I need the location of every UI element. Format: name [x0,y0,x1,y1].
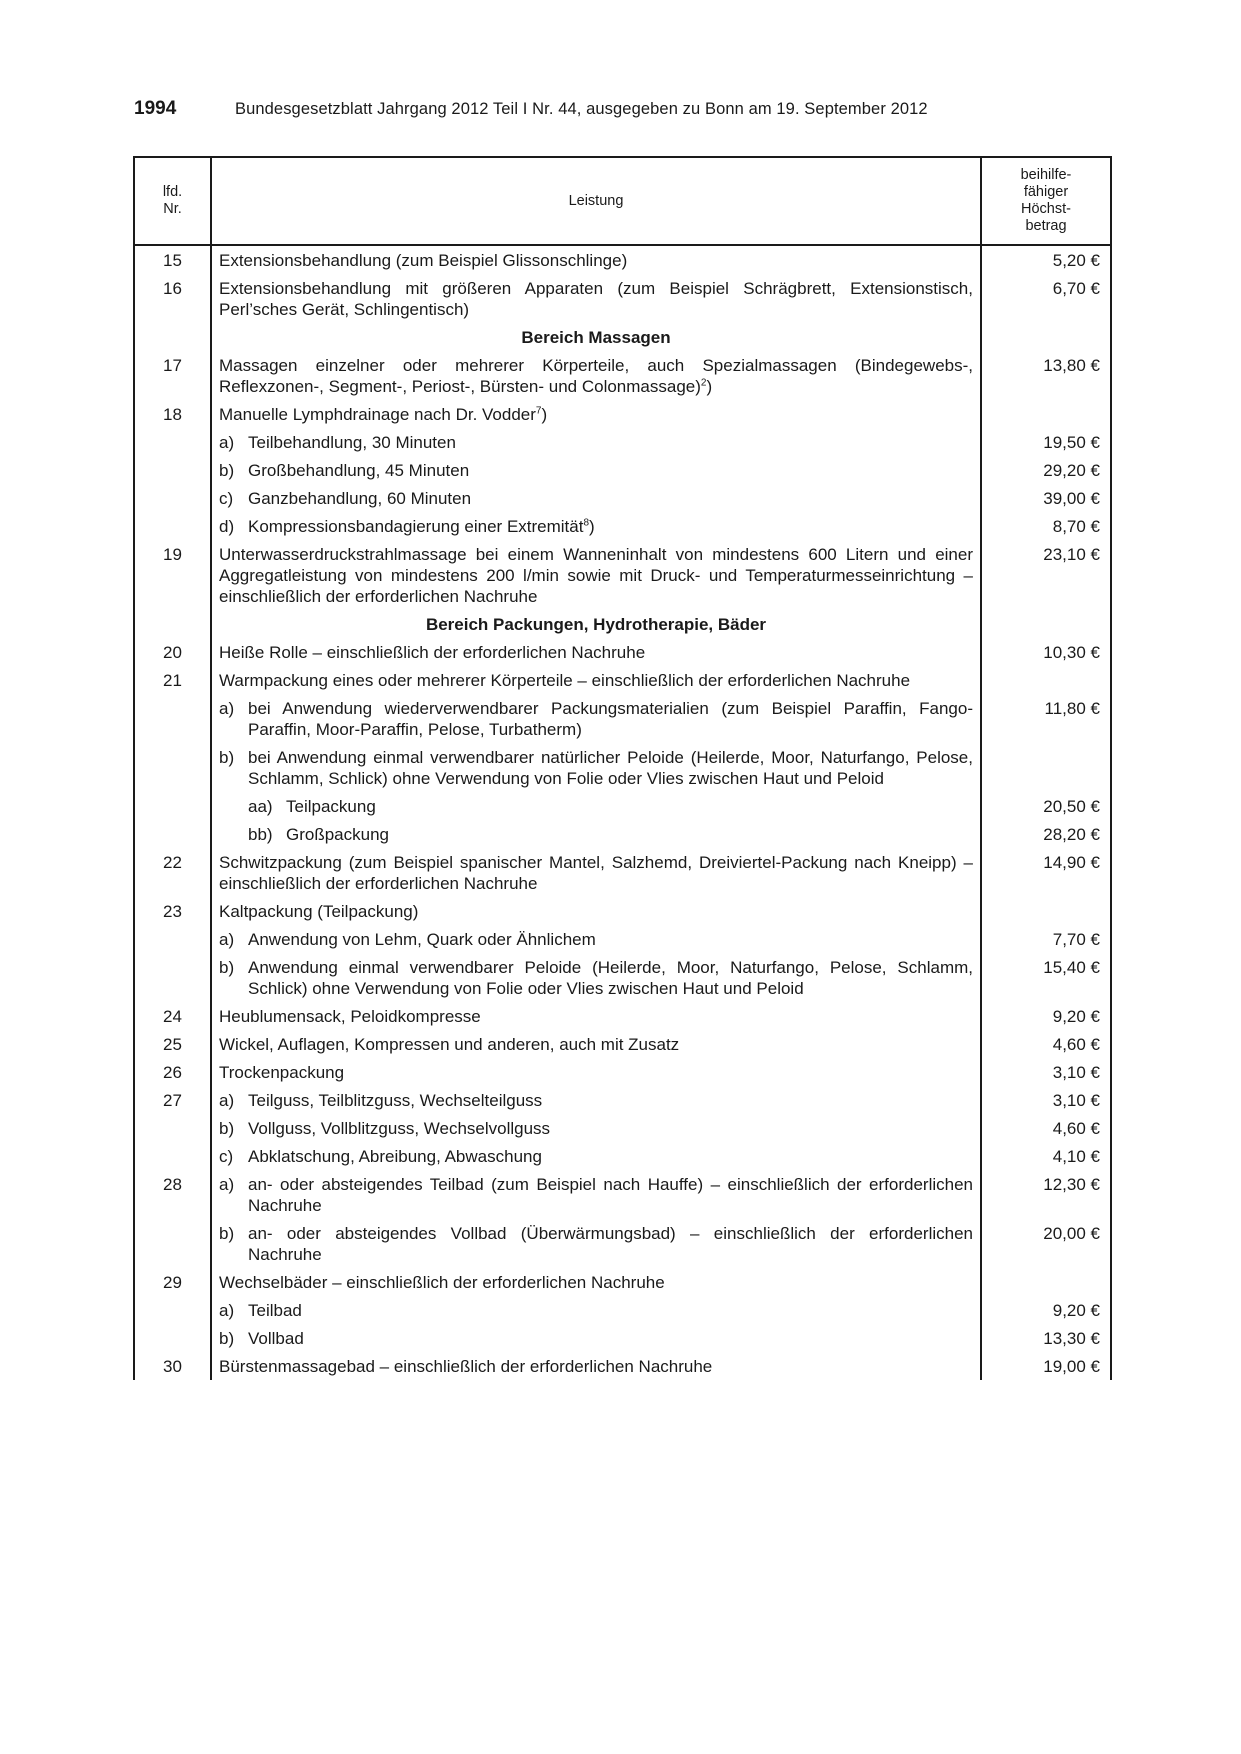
table-row [134,1352,1111,1380]
table-body [134,245,1111,1380]
row-description [211,1170,981,1219]
row-number [134,1142,211,1170]
row-number: 15 [134,245,211,274]
row-number: 28 [134,1170,211,1219]
column-header-amount-line: Höchst- [1021,201,1071,217]
table-row [134,897,1111,925]
table-row [134,1058,1111,1086]
table-row [134,1114,1111,1142]
sub-item [219,1118,973,1139]
row-description [211,1058,981,1086]
row-description [211,1352,981,1380]
table-row [134,540,1111,610]
row-description [211,1086,981,1114]
row-text: Trockenpackung [219,1063,345,1082]
table-row [134,1142,1111,1170]
row-number [134,1296,211,1324]
row-description [211,245,981,274]
table-row [134,456,1111,484]
table-row [134,792,1111,820]
table-row [134,638,1111,666]
sub-item-marker: b) [219,461,235,480]
column-header-amount-line: beihilfe- [1020,167,1072,183]
row-description [211,540,981,610]
table-row [134,400,1111,428]
sub-item [219,516,973,537]
sub-item [219,1300,973,1321]
sub-item-marker: a) [219,930,235,949]
sub-item [219,1223,973,1265]
table-header-row [134,157,1111,245]
sub-item-text [248,1146,973,1167]
row-amount: 5,20 € [981,245,1111,274]
sub-item-text [248,1328,973,1349]
row-number [134,820,211,848]
row-description [211,694,981,743]
row-number [134,323,211,351]
row-number: 26 [134,1058,211,1086]
table-row [134,484,1111,512]
row-number: 22 [134,848,211,897]
row-number: 17 [134,351,211,400]
row-number: 16 [134,274,211,323]
row-amount: 19,00 € [981,1352,1111,1380]
footnote-ref: 7 [535,405,542,417]
sub-item-marker: a) [219,699,235,718]
column-header-description-label: Leistung [568,192,624,209]
row-amount: 9,20 € [981,1002,1111,1030]
row-text-suffix: ) [541,405,548,424]
row-amount: 29,20 € [981,456,1111,484]
sub-item [219,929,973,950]
row-number: 29 [134,1268,211,1296]
sub-item-text [248,460,973,481]
row-text: Massagen einzelner oder mehrerer Körperteile, auch Spezialmassagen (Bindegewebs-, Reflexzonen-, Segment-, Periost-, Bürsten- und Colonmassage) [219,356,973,396]
row-number: 27 [134,1086,211,1114]
row-text: Abklatschung, Abreibung, Abwaschung [248,1147,542,1166]
row-description [211,1114,981,1142]
row-description [211,428,981,456]
row-number: 23 [134,897,211,925]
row-description [211,1142,981,1170]
sub-item-text [248,1300,973,1321]
row-text: bei Anwendung einmal verwendbarer natürlicher Peloide (Heilerde, Moor, Naturfango, Pelose, Schlamm, Schlick) ohne Verwendung von Folie oder Vlies zwischen Haut und Peloid [248,748,973,788]
section-heading [211,323,981,351]
row-amount: 20,00 € [981,1219,1111,1268]
table-row [134,428,1111,456]
row-amount: 4,60 € [981,1030,1111,1058]
sub-item-text [248,516,973,537]
column-header-amount [981,157,1111,245]
row-amount: 13,80 € [981,351,1111,400]
column-header-amount-line: betrag [1025,218,1067,234]
row-text-suffix: ) [589,517,595,536]
row-amount: 10,30 € [981,638,1111,666]
row-amount: 11,80 € [981,694,1111,743]
table-row [134,1030,1111,1058]
row-amount: 6,70 € [981,274,1111,323]
row-number [134,1219,211,1268]
sub-item [219,1328,973,1349]
sub-item [219,432,973,453]
sub-item-marker: c) [219,1147,234,1166]
section-heading-text: Bereich Massagen [521,328,671,347]
row-number: 19 [134,540,211,610]
row-description [211,1268,981,1296]
page-number: 1994 [134,98,177,119]
table-row [134,953,1111,1002]
row-text: Teilpackung [286,797,376,816]
row-number [134,610,211,638]
row-description [211,666,981,694]
sub-item-marker: bb) [248,825,273,844]
page-header [134,98,1121,128]
row-amount [981,323,1111,351]
row-text: Großpackung [286,825,389,844]
sub-item [219,1146,973,1167]
row-amount: 12,30 € [981,1170,1111,1219]
row-description [211,484,981,512]
sub-item-text [248,957,973,999]
row-description [211,400,981,428]
sub-item-marker: a) [219,1301,235,1320]
sub-item-marker: b) [219,958,235,977]
row-amount: 8,70 € [981,512,1111,540]
section-heading-text: Bereich Packungen, Hydrotherapie, Bäder [425,615,767,634]
section-heading-row [134,610,1111,638]
row-text: Vollbad [248,1329,304,1348]
section-heading [211,610,981,638]
row-amount: 3,10 € [981,1058,1111,1086]
row-description [211,848,981,897]
row-number [134,792,211,820]
row-amount: 13,30 € [981,1324,1111,1352]
row-description [211,1030,981,1058]
sub-item-marker: b) [219,1119,235,1138]
table-row [134,351,1111,400]
row-amount [981,610,1111,638]
table-row [134,274,1111,323]
sub-item-marker: a) [219,1091,235,1110]
row-description [211,743,981,792]
row-text: Heublumensack, Peloidkompresse [219,1007,481,1026]
sub-item-text [286,824,973,845]
row-amount: 19,50 € [981,428,1111,456]
row-number [134,484,211,512]
table-row [134,1002,1111,1030]
row-text: Anwendung von Lehm, Quark oder Ähnlichem [248,930,596,949]
sub-item-text [248,432,973,453]
row-text: Wickel, Auflagen, Kompressen und anderen, auch mit Zusatz [219,1035,680,1054]
row-text: Anwendung einmal verwendbarer Peloide (Heilerde, Moor, Naturfango, Pelose, Schlamm, Schlick) ohne Verwendung von Folie oder Vlies zwischen Haut und Peloid [248,958,973,998]
row-text: Teilbad [248,1301,302,1320]
sub-item-marker: b) [219,1329,235,1348]
row-amount: 15,40 € [981,953,1111,1002]
row-number: 25 [134,1030,211,1058]
row-amount: 39,00 € [981,484,1111,512]
row-description [211,1002,981,1030]
row-amount: 3,10 € [981,1086,1111,1114]
sub-item-marker: c) [219,489,234,508]
sub-item [219,747,973,789]
table-row [134,1219,1111,1268]
row-description [211,274,981,323]
row-text: bei Anwendung wiederverwendbarer Packungsmaterialien (zum Beispiel Paraffin, Fango-Paraffin, Moor-Paraffin, Pelose, Turbatherm) [248,699,973,739]
row-text: Kaltpackung (Teilpackung) [219,902,419,921]
sub-item-marker: aa) [248,797,273,816]
row-text: Warmpackung eines oder mehrerer Körperteile – einschließlich der erforderlichen Nachruhe [219,671,911,690]
sub-item [219,824,973,845]
table-row [134,512,1111,540]
row-number: 24 [134,1002,211,1030]
row-amount [981,743,1111,792]
row-description [211,512,981,540]
row-text-suffix: ) [706,377,713,396]
row-amount [981,1268,1111,1296]
row-description [211,351,981,400]
sub-item-text [248,488,973,509]
sub-item [219,698,973,740]
sub-item-marker: d) [219,517,235,536]
row-amount: 4,60 € [981,1114,1111,1142]
row-description [211,638,981,666]
row-text: Unterwasserdruckstrahlmassage bei einem Wanneninhalt von mindestens 600 Litern und einer Aggregatleistung von mindestens 200 l/min sowie mit Druck- und Temperaturmesseinrichtung – einschließlich der erforderlichen Nachruhe [219,545,973,606]
sub-item-text [248,1174,973,1216]
row-amount: 9,20 € [981,1296,1111,1324]
sub-item-text [248,929,973,950]
row-text: Extensionsbehandlung (zum Beispiel Glissonschlinge) [219,251,628,270]
row-amount [981,897,1111,925]
row-number [134,925,211,953]
row-text: Manuelle Lymphdrainage nach Dr. Vodder [219,405,536,424]
table-row [134,848,1111,897]
table-row [134,1086,1111,1114]
row-number [134,743,211,792]
sub-item-text [248,698,973,740]
column-header-number [134,157,211,245]
row-text: Bürstenmassagebad – einschließlich der erforderlichen Nachruhe [219,1357,713,1376]
row-description [211,456,981,484]
row-number [134,456,211,484]
row-amount: 7,70 € [981,925,1111,953]
column-header-number-line: Nr. [163,201,182,217]
row-text: Extensionsbehandlung mit größeren Apparaten (zum Beispiel Schrägbrett, Extensionstisch, Perl’sches Gerät, Schlingentisch) [219,279,973,319]
column-header-amount-line: fähiger [1023,184,1069,200]
table-row [134,666,1111,694]
row-number: 18 [134,400,211,428]
row-description [211,1296,981,1324]
row-number: 20 [134,638,211,666]
section-heading-row [134,323,1111,351]
row-text: Kompressionsbandagierung einer Extremität [248,517,584,536]
row-text: Großbehandlung, 45 Minuten [248,461,470,480]
row-text: Heiße Rolle – einschließlich der erforderlichen Nachruhe [219,643,646,662]
sub-item-text [248,1223,973,1265]
row-number [134,1324,211,1352]
sub-item-marker: b) [219,1224,235,1243]
sub-item [219,1174,973,1216]
sub-item-marker: b) [219,748,235,767]
row-text: Teilguss, Teilblitzguss, Wechselteilguss [248,1091,543,1110]
row-number [134,694,211,743]
row-description [211,953,981,1002]
sub-item [219,488,973,509]
row-number: 21 [134,666,211,694]
row-text: Vollguss, Vollblitzguss, Wechselvollguss [248,1119,551,1138]
table-row [134,1170,1111,1219]
table-row [134,1268,1111,1296]
row-amount: 20,50 € [981,792,1111,820]
sub-item-marker: a) [219,433,235,452]
sub-item [219,460,973,481]
header-title: Bundesgesetzblatt Jahrgang 2012 Teil I Nr. 44, ausgegeben zu Bonn am 19. September 2012 [235,100,928,118]
sub-item-text [248,1090,973,1111]
sub-item-marker: a) [219,1175,235,1194]
sub-item-text [286,796,973,817]
row-amount: 28,20 € [981,820,1111,848]
table-row [134,1296,1111,1324]
row-number [134,512,211,540]
row-description [211,820,981,848]
row-amount [981,400,1111,428]
row-number [134,428,211,456]
table-row [134,743,1111,792]
row-amount: 23,10 € [981,540,1111,610]
row-number [134,953,211,1002]
table-row [134,925,1111,953]
footnote-ref: 8 [583,517,590,529]
row-description [211,792,981,820]
table-row [134,245,1111,274]
row-text: Ganzbehandlung, 60 Minuten [248,489,472,508]
table-row [134,1324,1111,1352]
sub-item [219,1090,973,1111]
row-text: Wechselbäder – einschließlich der erforderlichen Nachruhe [219,1273,665,1292]
sub-item [219,796,973,817]
column-header-number-line: lfd. [162,184,183,200]
row-description [211,1219,981,1268]
row-text: an- oder absteigendes Teilbad (zum Beispiel nach Hauffe) – einschließlich der erforderlichen Nachruhe [248,1175,973,1215]
table-row [134,820,1111,848]
row-text: an- oder absteigendes Vollbad (Überwärmungsbad) – einschließlich der erforderlichen Nachruhe [248,1224,973,1264]
table-row [134,694,1111,743]
sub-item-text [248,1118,973,1139]
sub-item-text [248,747,973,789]
row-description [211,1324,981,1352]
row-number [134,1114,211,1142]
row-amount: 14,90 € [981,848,1111,897]
row-description [211,897,981,925]
row-number: 30 [134,1352,211,1380]
row-description [211,925,981,953]
footnote-ref: 2 [700,377,707,389]
sub-item [219,957,973,999]
row-text: Teilbehandlung, 30 Minuten [248,433,456,452]
row-text: Schwitzpackung (zum Beispiel spanischer Mantel, Salzhemd, Dreiviertel-Packung nach Kneipp) – einschließlich der erforderlichen Nachruhe [219,853,973,893]
row-amount: 4,10 € [981,1142,1111,1170]
row-amount [981,666,1111,694]
column-header-description [211,157,981,245]
benefit-table [133,156,1110,1380]
